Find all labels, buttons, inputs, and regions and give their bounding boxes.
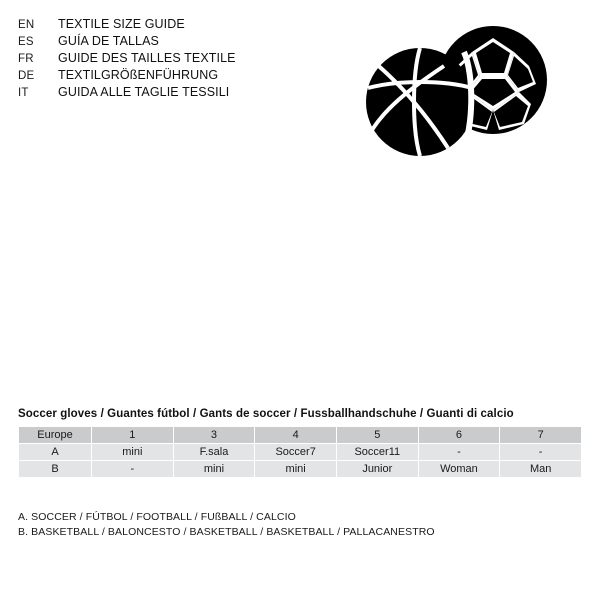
language-code: DE — [18, 70, 35, 82]
table-header-cell: 1 — [92, 427, 174, 444]
footnote-b: B. BASKETBALL / BALONCESTO / BASKETBALL / BASKETBALL / PALLACANESTRO — [18, 526, 435, 538]
language-code: FR — [18, 53, 34, 65]
size-table — [18, 426, 582, 478]
size-table-title: Soccer gloves / Guantes fútbol / Gants de soccer / Fussballhandschuhe / Guanti di calcio — [18, 408, 514, 420]
table-cell: mini — [255, 461, 337, 478]
table-cell: Woman — [418, 461, 500, 478]
table-cell: Soccer11 — [336, 444, 418, 461]
table-cell: - — [500, 444, 582, 461]
table-header-cell: 7 — [500, 427, 582, 444]
basketball-illustration — [366, 48, 474, 156]
table-cell: Man — [500, 461, 582, 478]
language-row — [18, 50, 338, 67]
ball-illustration — [352, 18, 562, 178]
language-code: EN — [18, 19, 35, 31]
table-cell: F.sala — [173, 444, 255, 461]
table-row — [19, 444, 582, 461]
table-header-cell: 6 — [418, 427, 500, 444]
table-header-row — [19, 427, 582, 444]
language-row — [18, 84, 338, 101]
size-table-block — [18, 408, 582, 478]
footnote-a: A. SOCCER / FÚTBOL / FOOTBALL / FUßBALL / CALCIO — [18, 511, 296, 523]
table-header-cell: Europe — [19, 427, 92, 444]
language-title: GUIDA ALLE TAGLIE TESSILI — [58, 85, 230, 99]
table-cell: - — [92, 461, 174, 478]
table-cell: mini — [92, 444, 174, 461]
language-row — [18, 67, 338, 84]
language-legend — [18, 16, 338, 101]
language-code: ES — [18, 36, 34, 48]
language-row — [18, 33, 338, 50]
language-title: TEXTILGRÖßENFÜHRUNG — [58, 68, 219, 82]
table-cell: Soccer7 — [255, 444, 337, 461]
language-title: GUÍA DE TALLAS — [58, 34, 159, 48]
table-header-cell: 3 — [173, 427, 255, 444]
table-row — [19, 461, 582, 478]
language-row — [18, 16, 338, 33]
table-header-cell: 5 — [336, 427, 418, 444]
footnotes — [18, 510, 578, 540]
table-row-label: A — [19, 444, 92, 461]
language-code: IT — [18, 87, 29, 99]
language-title: GUIDE DES TAILLES TEXTILE — [58, 51, 236, 65]
language-title: TEXTILE SIZE GUIDE — [58, 17, 185, 31]
table-cell: mini — [173, 461, 255, 478]
table-cell: - — [418, 444, 500, 461]
table-row-label: B — [19, 461, 92, 478]
table-header-cell: 4 — [255, 427, 337, 444]
table-cell: Junior — [336, 461, 418, 478]
